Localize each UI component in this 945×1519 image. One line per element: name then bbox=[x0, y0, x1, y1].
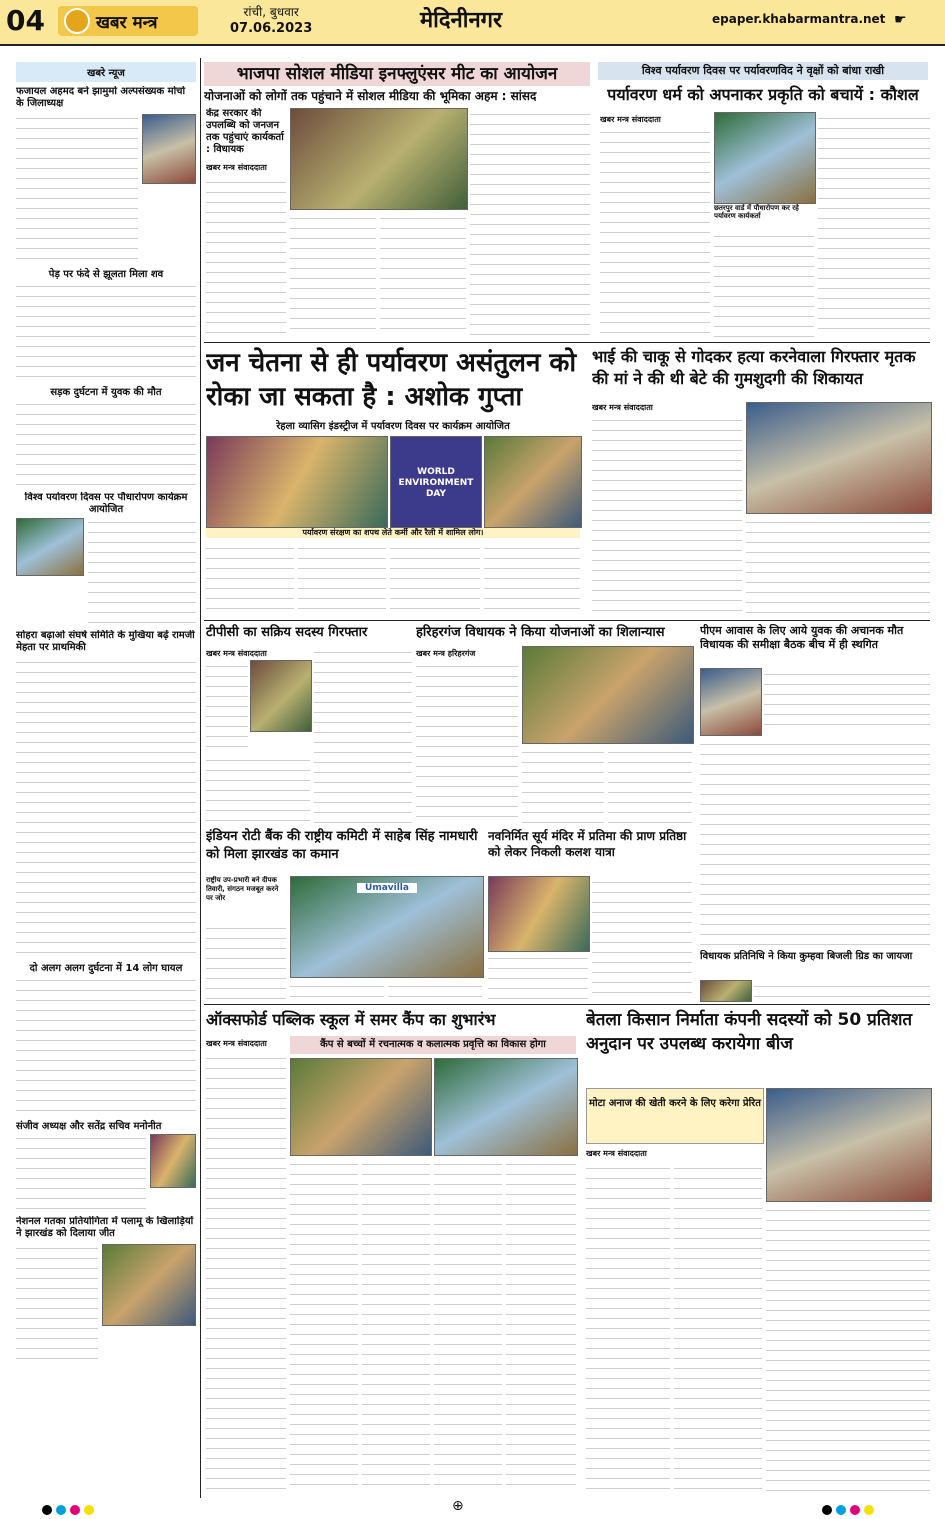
harihar-col-1 bbox=[416, 660, 518, 824]
banner-text: WORLD ENVIRONMENT DAY bbox=[398, 467, 474, 499]
indian-bank-col-1 bbox=[206, 922, 286, 1000]
indian-bank-caption: राष्ट्रीय उप-प्रभारी बने दीपक तिवारी, संगठन मजबूत करने पर जोर bbox=[206, 876, 279, 902]
harihar-col-3 bbox=[608, 746, 692, 824]
city-day: रांची, बुधवार bbox=[243, 5, 299, 19]
betla-headline: बेतला किसान निर्माता कंपनी सदस्यों को 50 प्रतिशत अनुदान पर उपलब्ध करायेगा बीज bbox=[586, 1010, 913, 1054]
column-divider bbox=[200, 58, 201, 1498]
banner-umavilla: Umavilla bbox=[357, 883, 417, 893]
dateline bbox=[230, 4, 312, 37]
brief-body-6 bbox=[16, 974, 196, 1114]
top-story-headline: भाजपा सोशल मीडिया इनफ्लुएंसर मीट का आयोजन bbox=[204, 62, 590, 86]
brief-body-3 bbox=[16, 398, 196, 488]
betla-col-2 bbox=[674, 1162, 762, 1494]
color-registration-left bbox=[40, 1500, 96, 1512]
surya-mandir-col-1 bbox=[592, 876, 692, 1000]
env-story-caption: छतरपुर वार्ड में पौधारोपण कर रहे पर्यावरण कार्यकर्ता bbox=[714, 204, 799, 220]
section-label: खबरे न्यूज bbox=[16, 62, 196, 82]
tpc-headline: टीपीसी का सक्रिय सदस्य गिरफ्तार bbox=[206, 625, 368, 640]
top-story-pullquote: केंद्र सरकार की उपलब्धि को जनजन तक पहुंचाएं कार्यकर्ता : विधायक bbox=[206, 108, 284, 154]
env-story-col-3 bbox=[818, 112, 930, 338]
pointer-icon: ☛ bbox=[894, 12, 907, 28]
brand-logo bbox=[58, 6, 198, 36]
tpc-col-1 bbox=[206, 660, 248, 752]
section-rule-1 bbox=[204, 342, 930, 343]
oxford-photo-2 bbox=[434, 1058, 578, 1156]
pm-awas-col-1 bbox=[764, 668, 930, 734]
surya-mandir-photo bbox=[488, 876, 590, 952]
section-rule-2 bbox=[204, 620, 930, 621]
bijli-col bbox=[754, 980, 930, 1000]
oxford-col-4 bbox=[434, 1158, 502, 1494]
betla-col-1 bbox=[586, 1162, 670, 1494]
jan-chetna-headline: जन चेतना से ही पर्यावरण असंतुलन को रोका जा सकता है : अशोक गुप्ता bbox=[206, 348, 577, 412]
top-story-subhead: योजनाओं को लोगों तक पहुंचाने में सोशल मीडिया की भूमिका अहम : सांसद bbox=[204, 89, 537, 103]
oxford-subhead: कैंप से बच्चों में रचनात्मक व कलात्मक प्रवृत्ति का विकास होगा bbox=[290, 1036, 576, 1054]
betla-subhead: मोटा अनाज की खेती करने के लिए करेगा प्रेरित bbox=[589, 1098, 761, 1109]
top-story-col-2 bbox=[290, 212, 376, 338]
top-story-photo bbox=[290, 108, 468, 210]
murder-story-photo bbox=[746, 402, 932, 514]
tpc-col-3 bbox=[314, 646, 412, 824]
brief-headline-3: सड़क दुर्घटना में युवक की मौत bbox=[50, 387, 162, 398]
harihar-photo bbox=[522, 646, 694, 744]
harihar-byline: खबर मन्त्र हरिहरगंज bbox=[416, 649, 476, 658]
brief-headline-5: सोहरा बढ़ाओ संघर्ष समिति के मुखिया बढ़ें रामजी मेहता पर प्राथमिकी bbox=[16, 630, 195, 653]
person-photo-2 bbox=[150, 1134, 196, 1188]
jan-chetna-col-3 bbox=[390, 542, 480, 616]
plantation-photo bbox=[16, 518, 84, 576]
brief-body-5 bbox=[16, 656, 196, 956]
betla-col-3 bbox=[766, 1204, 930, 1494]
brief-headline-6: दो अलग अलग दुर्घटना में 14 लोग घायल bbox=[29, 963, 183, 974]
indian-bank-col-3 bbox=[388, 980, 482, 1000]
jan-chetna-photo-left bbox=[206, 436, 388, 528]
brief-body-1 bbox=[16, 112, 138, 262]
oxford-col-1 bbox=[206, 1052, 286, 1494]
jan-chetna-banner-photo bbox=[390, 436, 482, 528]
env-story-photo bbox=[714, 112, 816, 204]
color-registration-right bbox=[820, 1500, 876, 1512]
indian-bank-headline: इंडियन रोटी बैंक की राष्ट्रीय कमिटी में साहेब सिंह नामधारी को मिला झारखंड का कमान bbox=[206, 829, 478, 862]
harihar-headline: हरिहरगंज विधायक ने किया योजनाओं का शिलान्यास bbox=[416, 625, 665, 640]
issue-date: 07.06.2023 bbox=[230, 21, 313, 36]
murder-story-byline: खबर मन्त्र संवाददाता bbox=[592, 403, 653, 412]
team-photo bbox=[102, 1244, 196, 1326]
harihar-col-2 bbox=[522, 746, 604, 824]
env-story-col-2 bbox=[714, 230, 814, 338]
bijli-photo bbox=[700, 980, 752, 1002]
env-story-kicker: विश्व पर्यावरण दिवस पर पर्यावरणविद ने वृक्षों को बांधा राखी bbox=[598, 62, 928, 80]
murder-story-col-2 bbox=[746, 516, 930, 616]
left-column bbox=[16, 62, 196, 1482]
section-rule-3 bbox=[204, 1004, 930, 1005]
oxford-col-5 bbox=[506, 1158, 576, 1494]
betla-photo bbox=[766, 1088, 932, 1202]
brand-name: खबर मन्त्र bbox=[96, 12, 158, 33]
page-number: 04 bbox=[6, 4, 45, 37]
top-story-col-3 bbox=[380, 212, 466, 338]
env-story-headline: पर्यावरण धर्म को अपनाकर प्रकृति को बचायें : कौशल bbox=[607, 85, 919, 104]
oxford-photo-1 bbox=[290, 1058, 432, 1156]
oxford-col-2 bbox=[290, 1158, 358, 1494]
oxford-byline: खबर मन्त्र संवाददाता bbox=[206, 1039, 267, 1048]
betla-byline: खबर मन्त्र संवाददाता bbox=[586, 1149, 647, 1158]
tpc-col-2 bbox=[206, 754, 310, 824]
murder-story-col-1 bbox=[592, 414, 742, 616]
brief-body-4 bbox=[88, 516, 196, 626]
pm-awas-photo bbox=[700, 668, 762, 736]
bijli-headline: विधायक प्रतिनिधि ने किया कुम्हवा बिजली ग्रिड का जायजा bbox=[700, 951, 913, 962]
top-story-col-4 bbox=[470, 108, 590, 338]
tpc-photo bbox=[250, 660, 312, 732]
jan-chetna-col-2 bbox=[298, 542, 386, 616]
brief-headline-8: नेशनल गतका प्रतियोगिता में पलामू के खिलाड़ियों ने झारखंड को दिलाया जीत bbox=[16, 1216, 194, 1239]
brief-body-7 bbox=[16, 1132, 146, 1212]
jan-chetna-photo-right bbox=[484, 436, 582, 528]
edition-title: मेदिनीनगर bbox=[420, 8, 503, 33]
env-story-col-1 bbox=[600, 126, 710, 338]
oxford-col-3 bbox=[362, 1158, 430, 1494]
person-photo bbox=[142, 114, 196, 184]
indian-bank-col-2 bbox=[290, 980, 384, 1000]
jan-chetna-subhead: रेहला व्यासिग इंडस्ट्रीज में पर्यावरण दिवस पर कार्यक्रम आयोजित bbox=[276, 421, 510, 432]
top-story-byline: खबर मन्त्र संवाददाता bbox=[206, 163, 267, 172]
indian-bank-photo bbox=[290, 876, 484, 978]
brief-headline-1: फजायल अहमद बने झामुमो अल्पसंख्यक मोर्चा के जिलाध्यक्ष bbox=[16, 86, 186, 109]
brief-headline-7: संजीव अध्यक्ष और सतेंद्र सचिव मनोनीत bbox=[16, 1121, 162, 1132]
jan-chetna-col-1 bbox=[206, 542, 294, 616]
surya-mandir-headline: नवनिर्मित सूर्य मंदिर में प्रतिमा की प्राण प्रतिष्ठा को लेकर निकली कलश यात्रा bbox=[488, 829, 687, 859]
brief-body-2 bbox=[16, 280, 196, 380]
brief-headline-4: विश्व पर्यावरण दिवस पर पौधारोपण कार्यक्रम आयोजित bbox=[24, 492, 188, 515]
top-story-col-1 bbox=[206, 176, 286, 338]
website-link[interactable]: epaper.khabarmantra.net bbox=[712, 12, 886, 26]
jan-chetna-caption: पर्यावरण संरक्षण का शपथ लेते कर्मी और रैली में शामिल लोग। bbox=[206, 528, 580, 538]
registration-target-icon: ⊕ bbox=[452, 1498, 464, 1514]
env-story-byline: खबर मन्त्र संवाददाता bbox=[600, 115, 661, 124]
brand-icon bbox=[64, 8, 90, 34]
tpc-byline: खबर मन्त्र संवाददाता bbox=[206, 649, 267, 658]
pm-awas-headline: पीएम आवास के लिए आये युवक की अचानक मौत विधायक की समीक्षा बैठक बीच में ही स्थगित bbox=[700, 624, 904, 651]
brief-headline-2: पेड़ पर फंदे से झूलता मिला शव bbox=[48, 269, 164, 280]
surya-mandir-col-2 bbox=[488, 952, 588, 1000]
betla-subhead-box bbox=[586, 1088, 764, 1144]
oxford-headline: ऑक्सफोर्ड पब्लिक स्कूल में समर कैंप का शुभारंभ bbox=[206, 1010, 496, 1029]
murder-story-headline: भाई की चाकू से गोदकर हत्या करनेवाला गिरफ्तार मृतक की मां ने की थी बेटे की गुमशुदगी की शिकायत bbox=[592, 347, 916, 388]
jan-chetna-col-4 bbox=[484, 542, 580, 616]
brief-body-8 bbox=[16, 1242, 98, 1362]
pm-awas-col-2 bbox=[700, 738, 930, 946]
